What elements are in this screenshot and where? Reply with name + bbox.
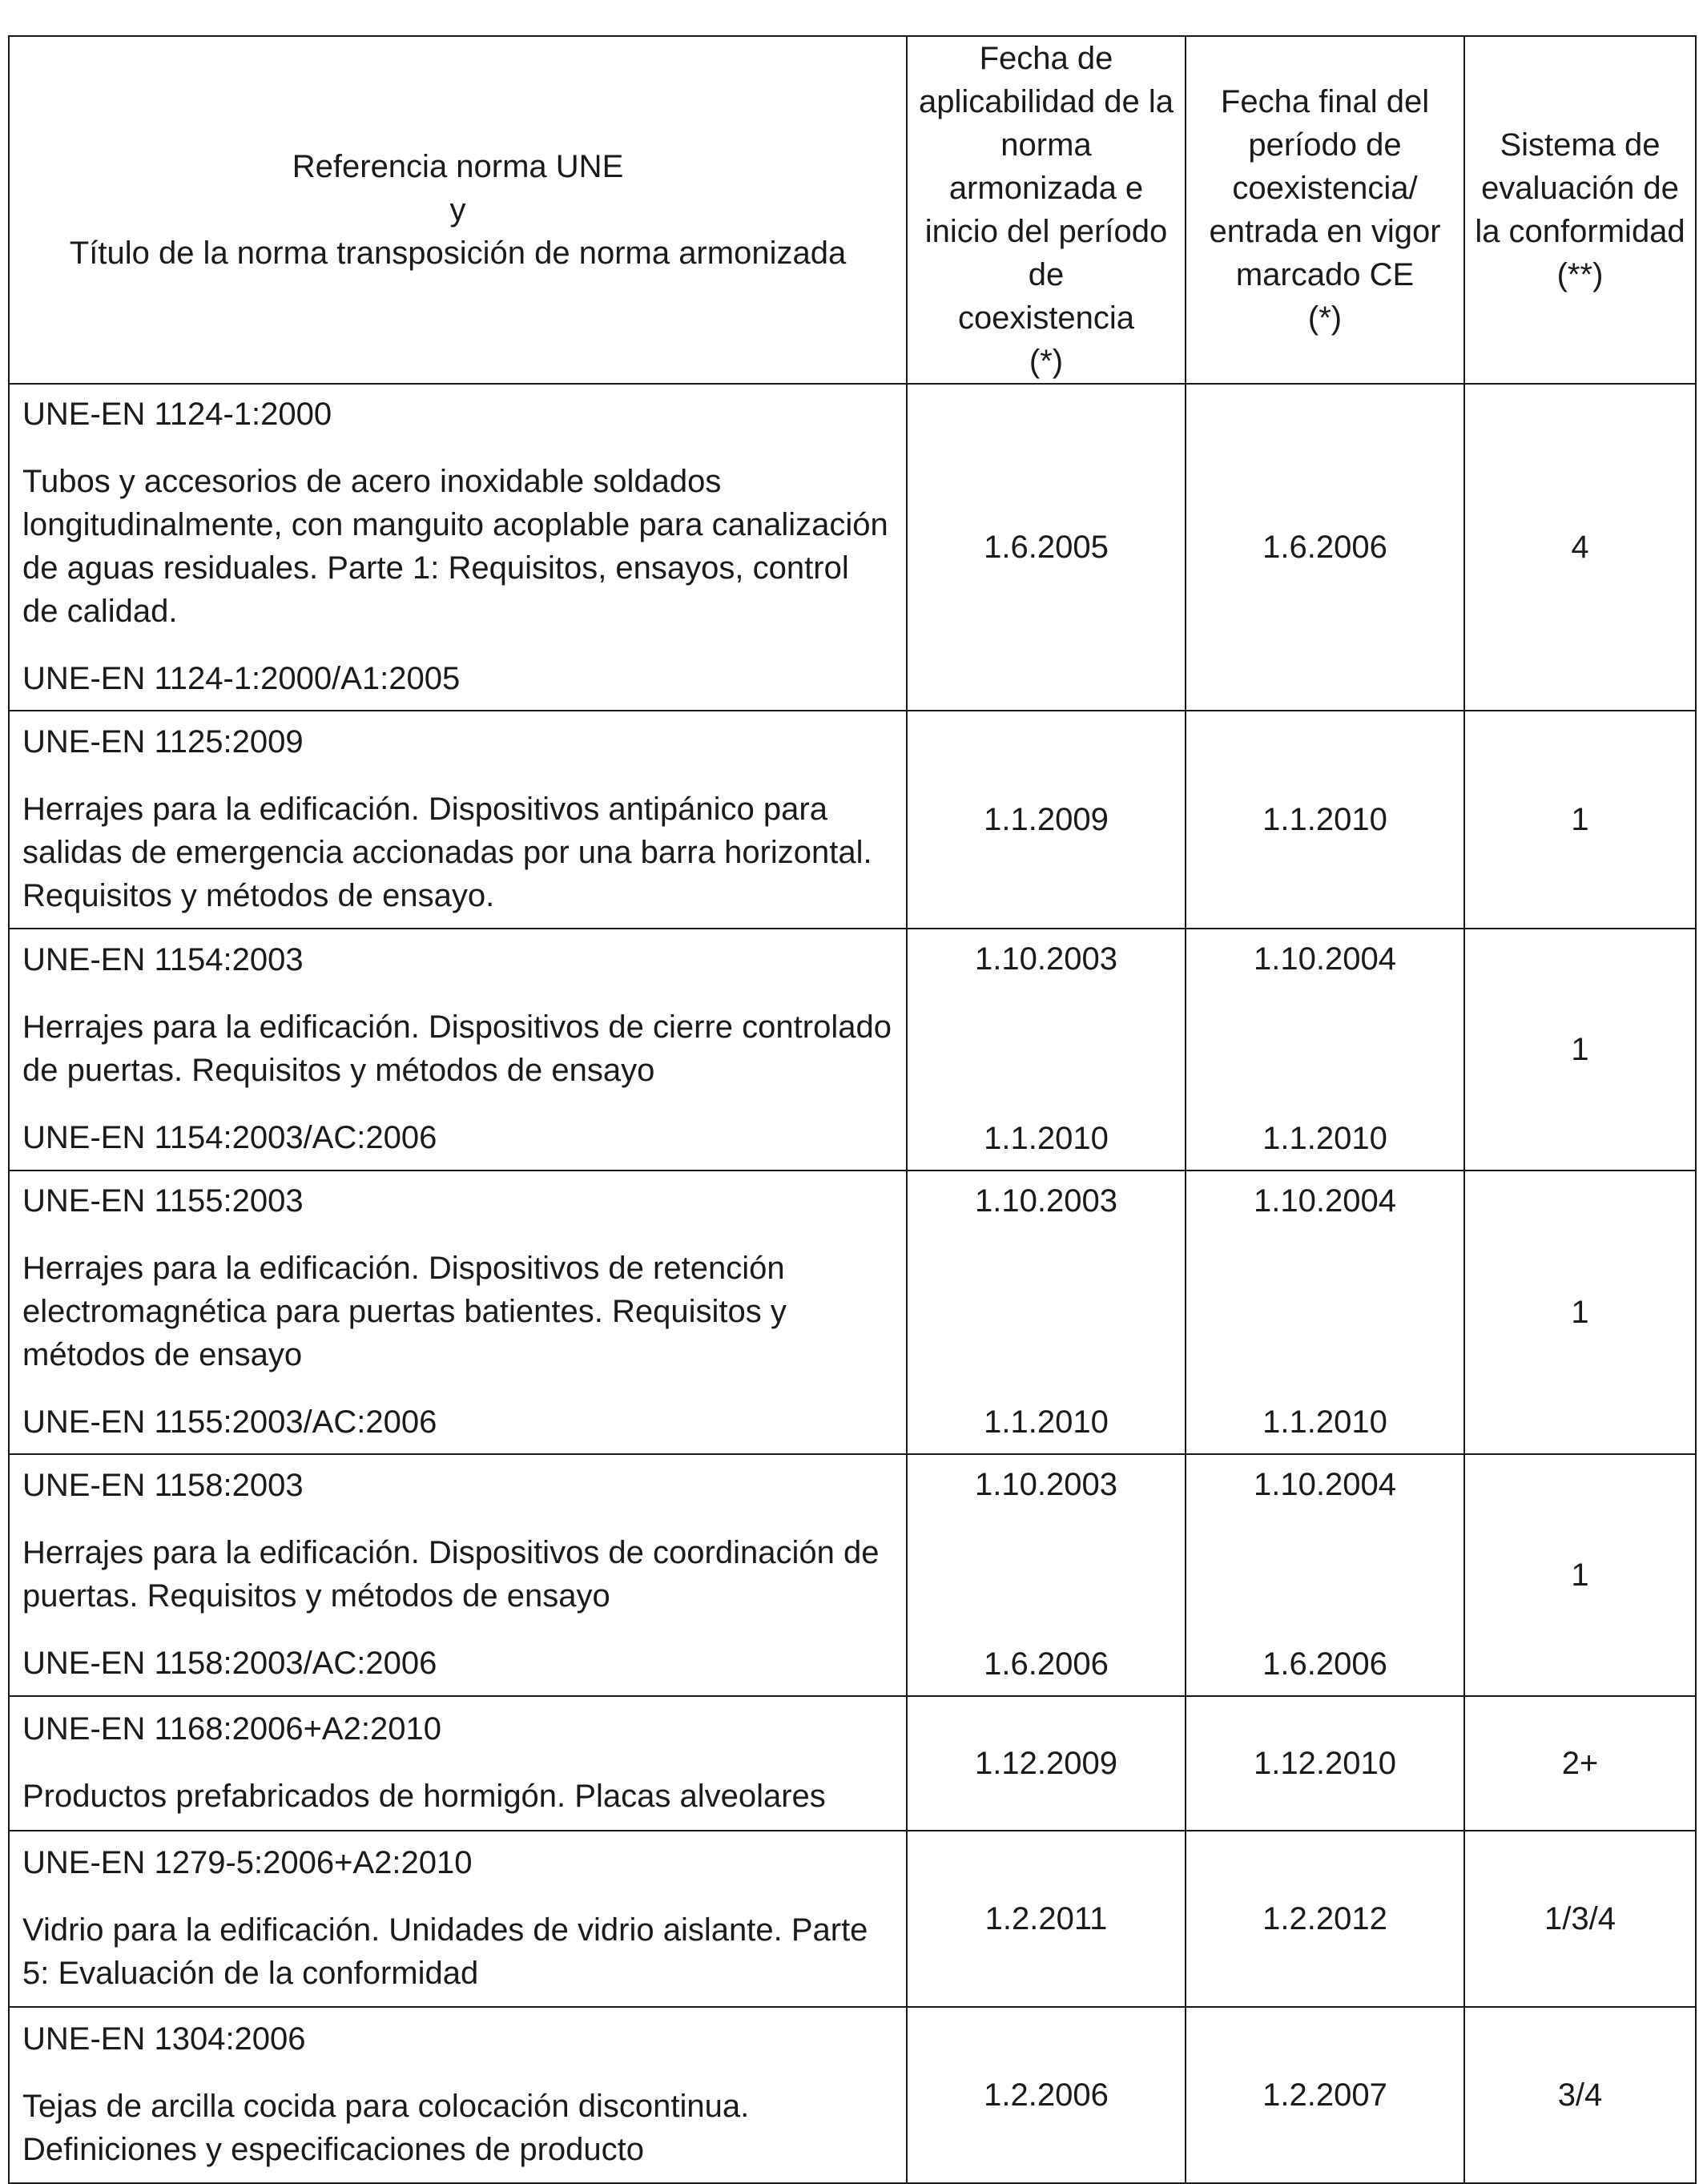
amendment-coexistence-end-date: 1.1.2010 [1262,1121,1387,1156]
table-row [9,384,1696,711]
standard-reference: UNE-EN 1158:2003 [22,1468,304,1503]
standard-title: Productos prefabricados de hormigón. Placas alveolares [22,1779,826,1814]
table-row [9,1171,1696,1454]
applicability-date: 1.1.2009 [907,711,1186,929]
conformity-system: 4 [1464,384,1696,711]
conformity-system: 1 [1464,1171,1696,1454]
standard-reference: UNE-EN 1279-5:2006+A2:2010 [22,1845,473,1880]
applicability-date: 1.10.2003 [975,1183,1117,1219]
applicability-date: 1.10.2003 [975,1467,1117,1502]
coexistence-end-date: 1.1.2010 [1186,711,1464,929]
amendment-applicability-date: 1.1.2010 [984,1404,1109,1440]
standard-title: Herrajes para la edificación. Dispositivos de coordinación de puertas. Requisitos y métodos de ensayo [22,1535,880,1614]
coexistence-end-date-cell [1186,929,1464,1171]
standard-amendment: UNE-EN 1124-1:2000/A1:2005 [22,661,461,696]
standard-description-cell [9,1831,907,2007]
conformity-system: 1 [1464,929,1696,1171]
standard-reference: UNE-EN 1125:2009 [22,724,304,760]
header-applicability-date: Fecha de aplicabilidad de la norma armonizada e inicio del período de coexistencia (*) [907,36,1186,384]
harmonized-standards-table [8,35,1697,2184]
standard-reference: UNE-EN 1124-1:2000 [22,397,332,432]
standard-description-cell [9,711,907,929]
coexistence-end-date: 1.10.2004 [1254,941,1396,977]
standard-description-cell [9,1696,907,1831]
applicability-date-cell [907,1454,1186,1696]
table-row [9,929,1696,1171]
standard-reference: UNE-EN 1304:2006 [22,2021,306,2057]
applicability-date-cell [907,1171,1186,1454]
applicability-date: 1.2.2006 [907,2007,1186,2183]
amendment-applicability-date: 1.6.2006 [984,1646,1109,1682]
standard-description-cell [9,929,907,1171]
table-row [9,1696,1696,1831]
coexistence-end-date: 1.12.2010 [1186,1696,1464,1831]
coexistence-end-date-cell [1186,1454,1464,1696]
standard-reference: UNE-EN 1168:2006+A2:2010 [22,1711,441,1747]
standard-reference: UNE-EN 1155:2003 [22,1183,304,1219]
coexistence-end-date-cell [1186,1171,1464,1454]
standard-amendment: UNE-EN 1154:2003/AC:2006 [22,1120,437,1155]
conformity-system: 2+ [1464,1696,1696,1831]
conformity-system: 1/3/4 [1464,1831,1696,2007]
standard-description-cell [9,384,907,711]
conformity-system: 3/4 [1464,2007,1696,2183]
table-row [9,1454,1696,1696]
standard-title: Herrajes para la edificación. Dispositivos de retención electromagnética para puertas batientes. Requisitos y métodos de ensayo [22,1251,787,1372]
standard-description-cell [9,1454,907,1696]
coexistence-end-date: 1.6.2006 [1186,384,1464,711]
amendment-coexistence-end-date: 1.6.2006 [1262,1646,1387,1682]
standard-title: Herrajes para la edificación. Dispositivos antipánico para salidas de emergencia accionadas por una barra horizontal. Requisitos y métodos de ensayo. [22,792,872,913]
header-reference-title: Referencia norma UNE y Título de la norma transposición de norma armonizada [9,36,907,384]
table-row [9,1831,1696,2007]
conformity-system: 1 [1464,711,1696,929]
applicability-date: 1.2.2011 [907,1831,1186,2007]
standard-amendment: UNE-EN 1158:2003/AC:2006 [22,1646,437,1681]
standard-description-cell [9,2007,907,2183]
table-header-row [9,36,1696,384]
header-conformity-system: Sistema de evaluación de la conformidad (**) [1464,36,1696,384]
coexistence-end-date: 1.10.2004 [1254,1183,1396,1219]
standard-title: Vidrio para la edificación. Unidades de vidrio aislante. Parte 5: Evaluación de la conformidad [22,1912,868,1991]
conformity-system: 1 [1464,1454,1696,1696]
standard-title: Herrajes para la edificación. Dispositivos de cierre controlado de puertas. Requisitos y métodos de ensayo [22,1009,892,1088]
coexistence-end-date: 1.2.2007 [1186,2007,1464,2183]
amendment-coexistence-end-date: 1.1.2010 [1262,1404,1387,1440]
applicability-date: 1.12.2009 [907,1696,1186,1831]
applicability-date: 1.10.2003 [975,941,1117,977]
amendment-applicability-date: 1.1.2010 [984,1121,1109,1156]
standard-title: Tejas de arcilla cocida para colocación discontinua. Definiciones y especificaciones de producto [22,2089,750,2167]
standard-title: Tubos y accesorios de acero inoxidable soldados longitudinalmente, con manguito acoplable para canalización de aguas residuales. Parte 1: Requisitos, ensayos, control de calidad. [22,464,888,629]
applicability-date: 1.6.2005 [907,384,1186,711]
standard-description-cell [9,1171,907,1454]
table-row [9,2007,1696,2183]
standard-reference: UNE-EN 1154:2003 [22,942,304,977]
coexistence-end-date: 1.10.2004 [1254,1467,1396,1502]
applicability-date-cell [907,929,1186,1171]
table-row [9,711,1696,929]
header-coexistence-end-date: Fecha final del período de coexistencia/ entrada en vigor marcado CE (*) [1186,36,1464,384]
standard-amendment: UNE-EN 1155:2003/AC:2006 [22,1404,437,1440]
coexistence-end-date: 1.2.2012 [1186,1831,1464,2007]
